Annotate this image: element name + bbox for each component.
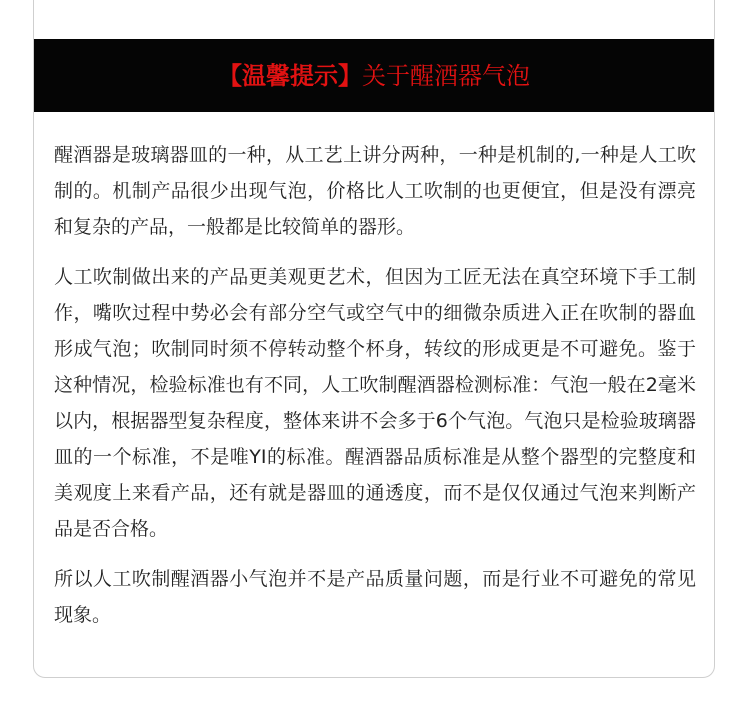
banner-title	[218, 61, 530, 90]
notice-content	[54, 137, 696, 647]
paragraph-intro: 醒酒器是玻璃器皿的一种，从工艺上讲分两种，一种是机制的,一种是人工吹制的。机制产品很少出现气泡，价格比人工吹制的也更便宜，但是没有漂亮和复杂的产品，一般都是比较简单的器形。	[54, 144, 696, 238]
warm-tip-label: 【温馨提示】	[218, 61, 362, 90]
paragraph-hand-blown: 人工吹制做出来的产品更美观更艺术，但因为工匠无法在真空环境下手工制作，嘴吹过程中势必会有部分空气或空气中的细微杂质进入正在吹制的器血形成气泡；吹制同时须不停转动整个杯身，转纹的形成更是不可避免。鉴于这种情况，检验标准也有不同，人工吹制醒酒器检测标准：气泡一般在2毫米以内，根据器型复杂程度，整体来讲不会多于6个气泡。气泡只是检验玻璃器皿的一个标准，不是唯YI的标准。醒酒器品质标准是从整个器型的完整度和美观度上来看产品，还有就是器皿的通透度，而不是仅仅通过气泡来判断产品是否合格。	[54, 266, 696, 540]
notice-card	[33, 0, 715, 678]
paragraph-conclusion: 所以人工吹制醒酒器小气泡并不是产品质量问题，而是行业不可避免的常见现象。	[54, 568, 696, 626]
notice-banner	[34, 39, 714, 112]
topic-label: 关于醒酒器气泡	[362, 61, 530, 90]
